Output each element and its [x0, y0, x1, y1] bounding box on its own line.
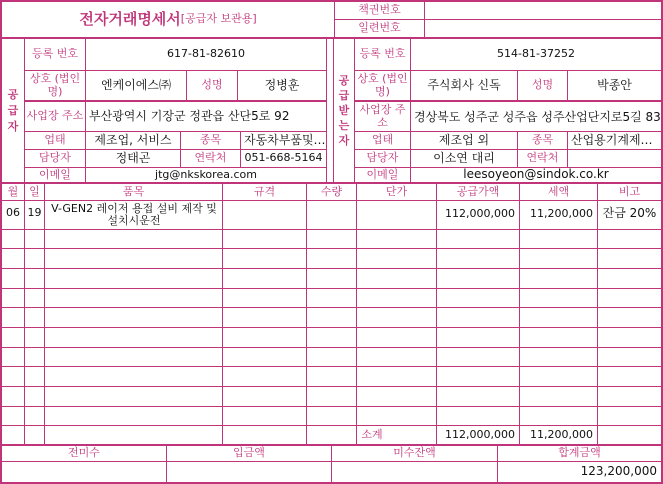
item-day: 19 [27, 206, 42, 219]
item-supply-amount: 112,000,000 [445, 207, 515, 220]
title-text: 전자거래명세서 [79, 10, 181, 29]
book-number-label: 책권번호 [358, 2, 401, 16]
item-note: 잔금 20% [602, 206, 657, 220]
supplier-contact: 051-668-5164 [244, 151, 323, 165]
supplier-side-label: 공 급 자 [7, 87, 19, 133]
receiver-biz-item-label: 종목 [531, 133, 554, 147]
serial-number-value[interactable] [425, 20, 661, 37]
supplier-email[interactable]: jtg@nkskorea.com [155, 168, 257, 181]
prev-unpaid-label: 전미수 [68, 446, 100, 460]
subtotal-tax: 11,200,000 [530, 427, 593, 441]
receiver-representative: 박종안 [597, 77, 632, 92]
book-number-value[interactable] [425, 1, 661, 19]
col-qty-header: 수량 [320, 184, 343, 198]
col-month-header: 월 [7, 184, 19, 198]
copy-type-label: [공급자 보관용] [180, 12, 257, 26]
col-item-header: 품목 [122, 184, 145, 198]
receiver-address: 경상북도 성주군 성주읍 성주산업단지로5길 83 [414, 109, 661, 124]
prev-unpaid-value [2, 462, 166, 482]
item-spec [223, 201, 306, 229]
supplier-reg-no: 617-81-82610 [167, 47, 245, 61]
receiver-contact-label: 연락처 [526, 151, 559, 165]
receiver-address-label: 사업장 주소 [359, 103, 406, 129]
document-title [2, 2, 334, 37]
deposit-label: 입금액 [233, 446, 265, 460]
subtotal-label: 소계 [361, 427, 383, 441]
supplier-contact-label: 연락처 [194, 151, 227, 165]
receiver-email-label: 이메일 [366, 168, 399, 181]
receiver-manager: 이소연 대리 [433, 150, 495, 165]
supplier-address: 부산광역시 기장군 정관읍 산단5로 92 [89, 108, 290, 123]
receiver-manager-label: 담당자 [366, 151, 399, 165]
receiver-reg-no-label: 등록 번호 [359, 47, 406, 61]
serial-number-label: 일련번호 [358, 21, 401, 35]
receiver-biz-item: 산업용기계제… [571, 132, 653, 147]
receiver-biz-type-label: 업태 [371, 133, 394, 147]
supplier-biz-item-label: 종목 [199, 133, 222, 147]
receiver-company-label: 상호 (법인명) [357, 72, 408, 98]
col-note-header: 비고 [618, 184, 641, 198]
supplier-biz-type: 제조업, 서비스 [94, 132, 172, 147]
col-day-header: 일 [29, 184, 40, 198]
supplier-company: 엔케이에스㈜ [101, 77, 171, 92]
total-amount-value: 123,200,000 [580, 464, 657, 479]
receiver-name-label: 성명 [531, 78, 554, 92]
col-spec-header: 규격 [253, 184, 276, 198]
item-unit-price [357, 201, 436, 229]
receiver-biz-type: 제조업 외 [438, 132, 490, 147]
supplier-reg-no-label: 등록 번호 [31, 47, 78, 61]
total-amount-label: 합계금액 [558, 446, 601, 460]
subtotal-supply: 112,000,000 [445, 427, 515, 441]
supplier-name-label: 성명 [201, 78, 223, 92]
unpaid-balance-label: 미수잔액 [393, 446, 436, 460]
supplier-address-label: 사업장 주소 [26, 109, 84, 123]
col-unit-price-header: 단가 [385, 184, 408, 198]
unpaid-balance-value [332, 462, 497, 482]
receiver-reg-no: 514-81-37252 [497, 47, 575, 61]
supplier-biz-item: 자동차부품및… [244, 132, 326, 147]
item-name: V-GEN2 레이저 용접 설비 제작 및 설치시운전 [51, 202, 217, 227]
receiver-company: 주식회사 신독 [427, 77, 501, 92]
supplier-biz-type-label: 업태 [44, 133, 66, 147]
receiver-email[interactable]: leesoyeon@sindok.co.kr [463, 168, 609, 182]
supplier-company-label: 상호 (법인명) [29, 72, 81, 98]
supplier-email-label: 이메일 [39, 168, 71, 181]
receiver-contact [568, 150, 661, 167]
supplier-manager: 정태곤 [115, 150, 151, 165]
item-month: 06 [6, 206, 20, 219]
supplier-manager-label: 담당자 [39, 151, 71, 165]
supplier-representative: 정병훈 [264, 77, 300, 92]
item-tax-amount: 11,200,000 [530, 207, 593, 220]
deposit-value [167, 462, 331, 482]
receiver-side-label: 공 급 받 는 자 [338, 74, 350, 147]
col-tax-header: 세액 [547, 184, 570, 198]
item-qty [307, 201, 356, 229]
col-supply-header: 공급가액 [456, 184, 500, 198]
